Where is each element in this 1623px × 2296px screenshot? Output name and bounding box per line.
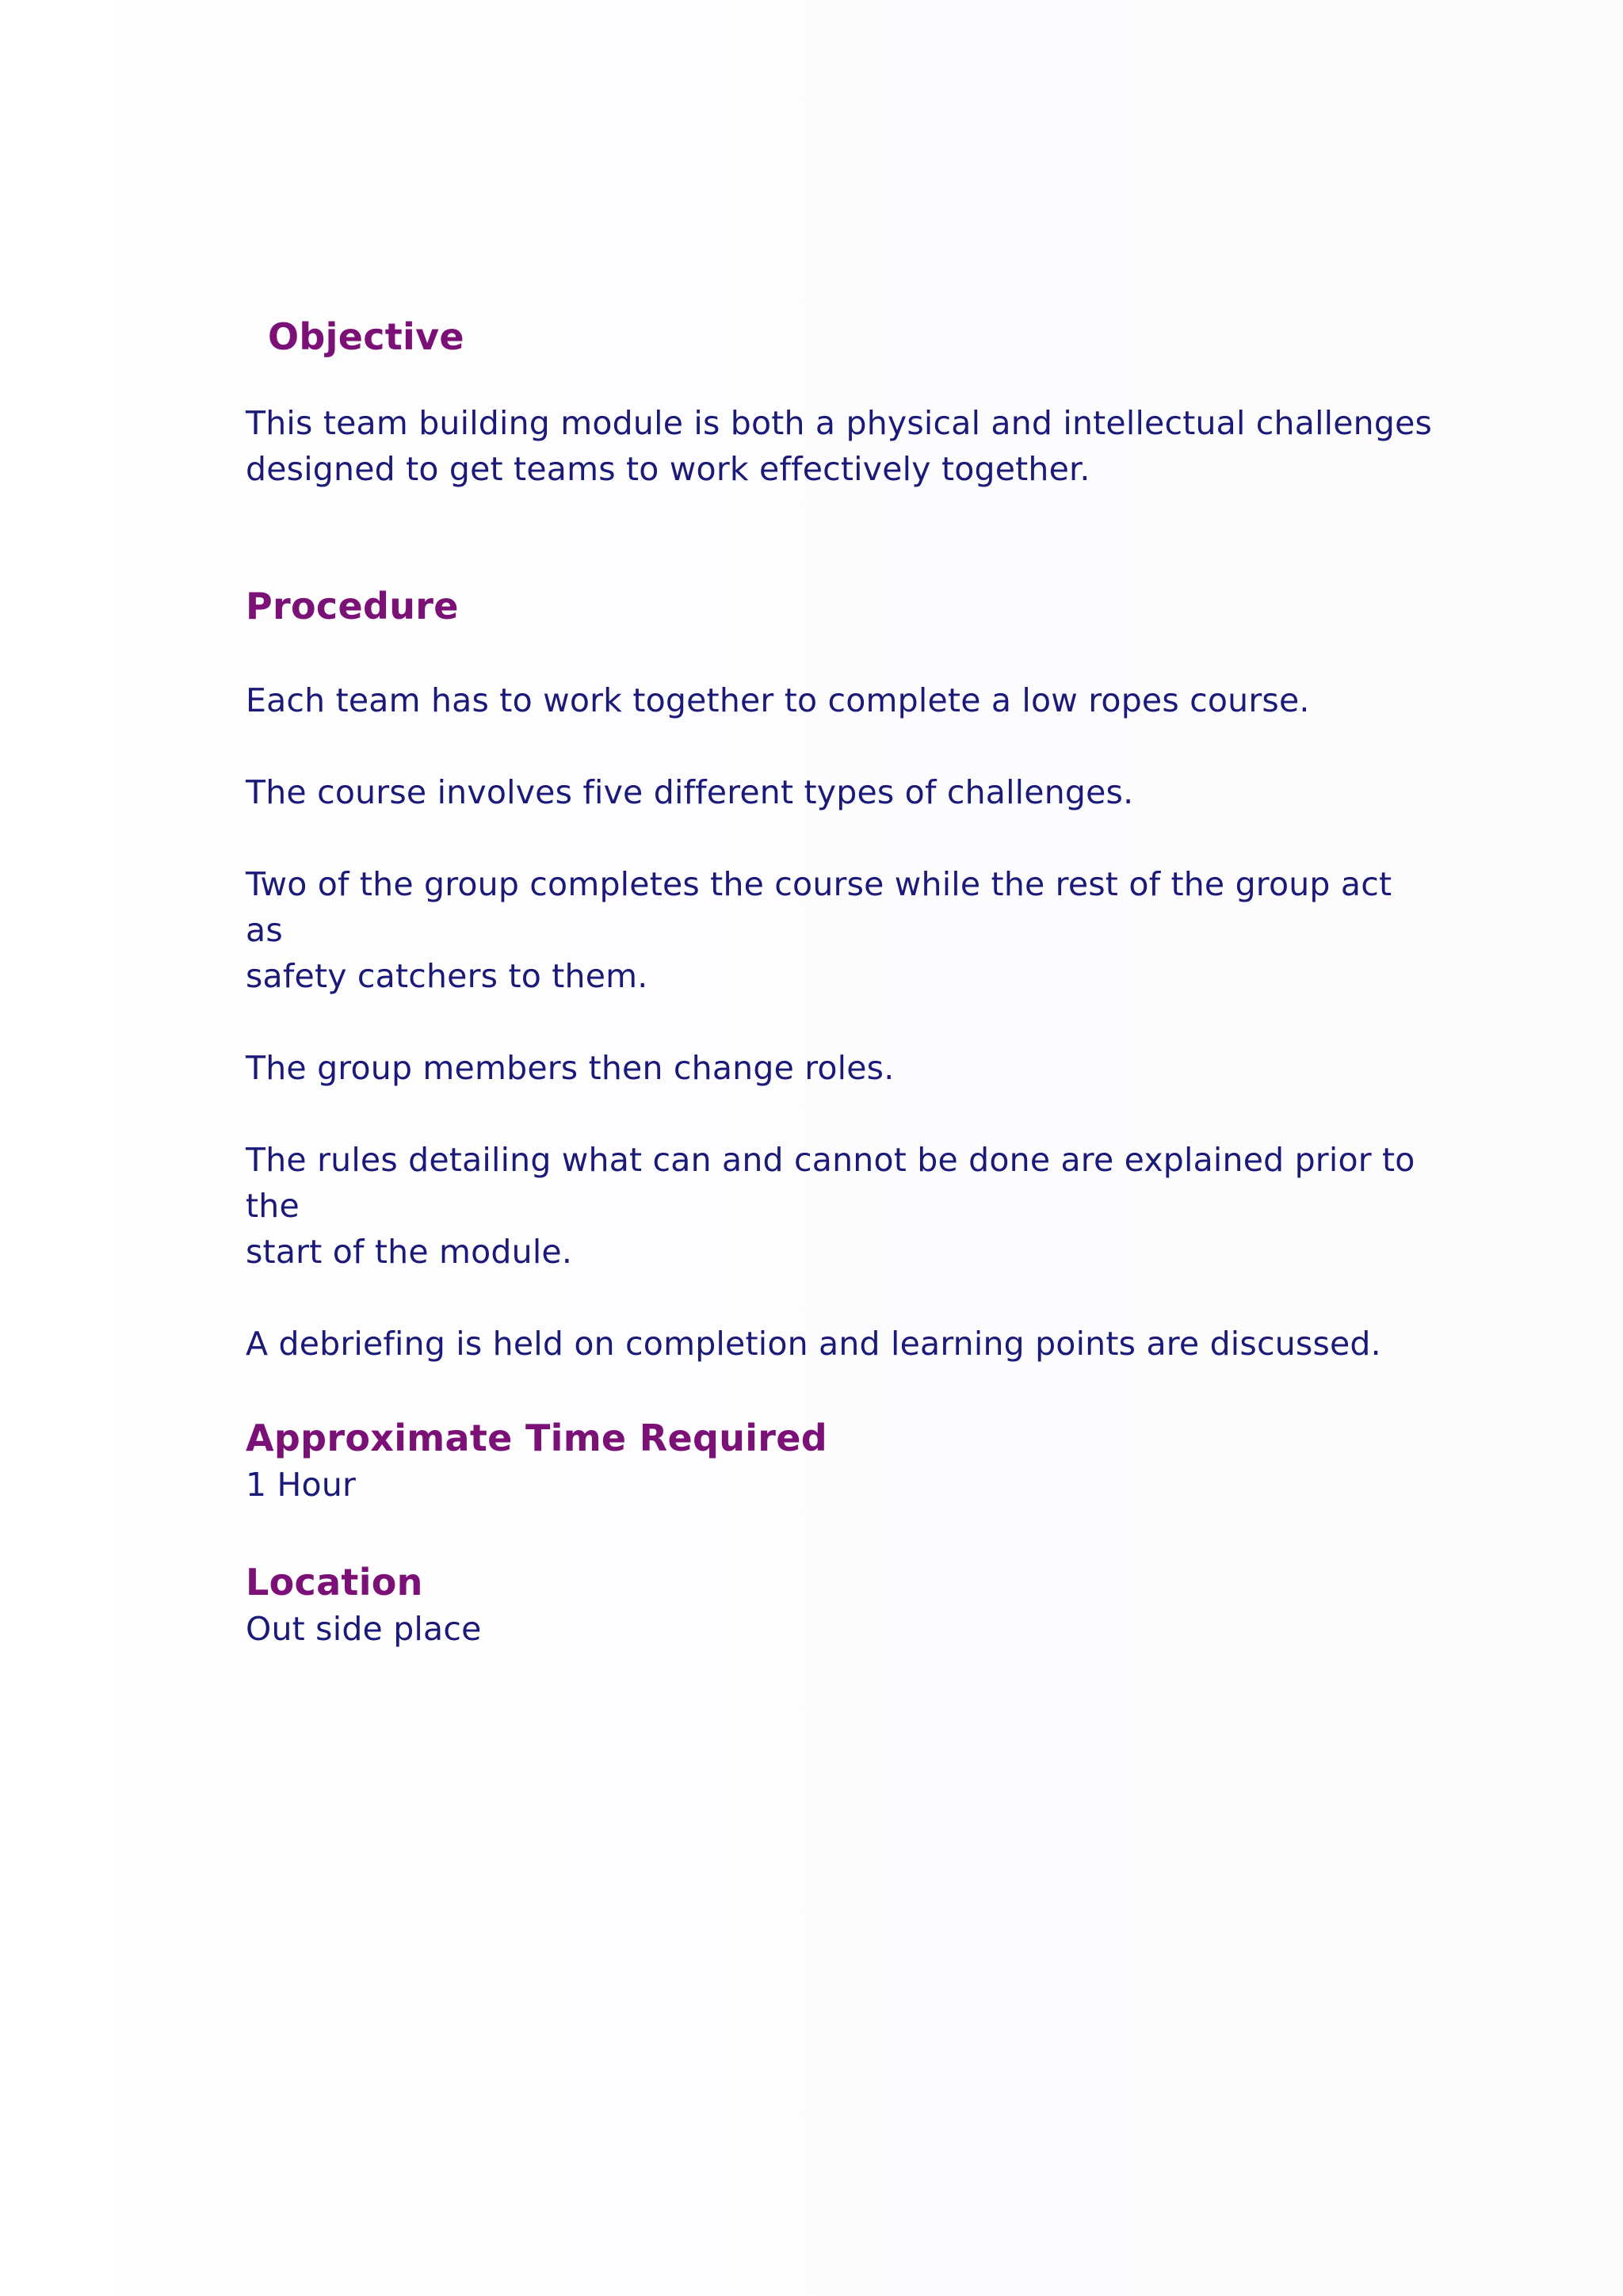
spacer bbox=[246, 492, 1434, 582]
procedure-step-3-line-2: safety catchers to them. bbox=[246, 957, 648, 995]
spacer bbox=[246, 815, 1434, 861]
spacer bbox=[246, 1508, 1434, 1558]
procedure-step-2: The course involves five different types of challenges. bbox=[246, 773, 1134, 811]
location-heading: Location bbox=[246, 1561, 423, 1604]
procedure-step-5-line-1: The rules detailing what can and cannot be done are explained prior to the bbox=[246, 1141, 1415, 1225]
procedure-heading: Procedure bbox=[246, 585, 459, 627]
time-heading: Approximate Time Required bbox=[246, 1417, 828, 1459]
spacer bbox=[246, 999, 1434, 1045]
procedure-step-6: A debriefing is held on completion and learning points are discussed. bbox=[246, 1325, 1381, 1363]
spacer bbox=[246, 723, 1434, 769]
spacer bbox=[246, 1275, 1434, 1321]
procedure-step-5-line-2: start of the module. bbox=[246, 1233, 573, 1271]
procedure-step-3-line-1: Two of the group completes the course while the rest of the group act as bbox=[246, 865, 1392, 949]
spacer bbox=[246, 360, 1434, 400]
time-value: 1 Hour bbox=[246, 1466, 357, 1504]
objective-text-line-2: designed to get teams to work effectively together. bbox=[246, 450, 1090, 488]
procedure-step-1: Each team has to work together to complete a low ropes course. bbox=[246, 681, 1310, 719]
location-value: Out side place bbox=[246, 1610, 482, 1648]
objective-heading: Objective bbox=[268, 315, 464, 358]
document-content bbox=[246, 313, 1434, 1652]
spacer bbox=[246, 1091, 1434, 1137]
procedure-step-4: The group members then change roles. bbox=[246, 1049, 895, 1087]
spacer bbox=[246, 630, 1434, 677]
objective-text-line-1: This team building module is both a physical and intellectual challenges bbox=[246, 404, 1433, 442]
spacer bbox=[246, 1367, 1434, 1414]
